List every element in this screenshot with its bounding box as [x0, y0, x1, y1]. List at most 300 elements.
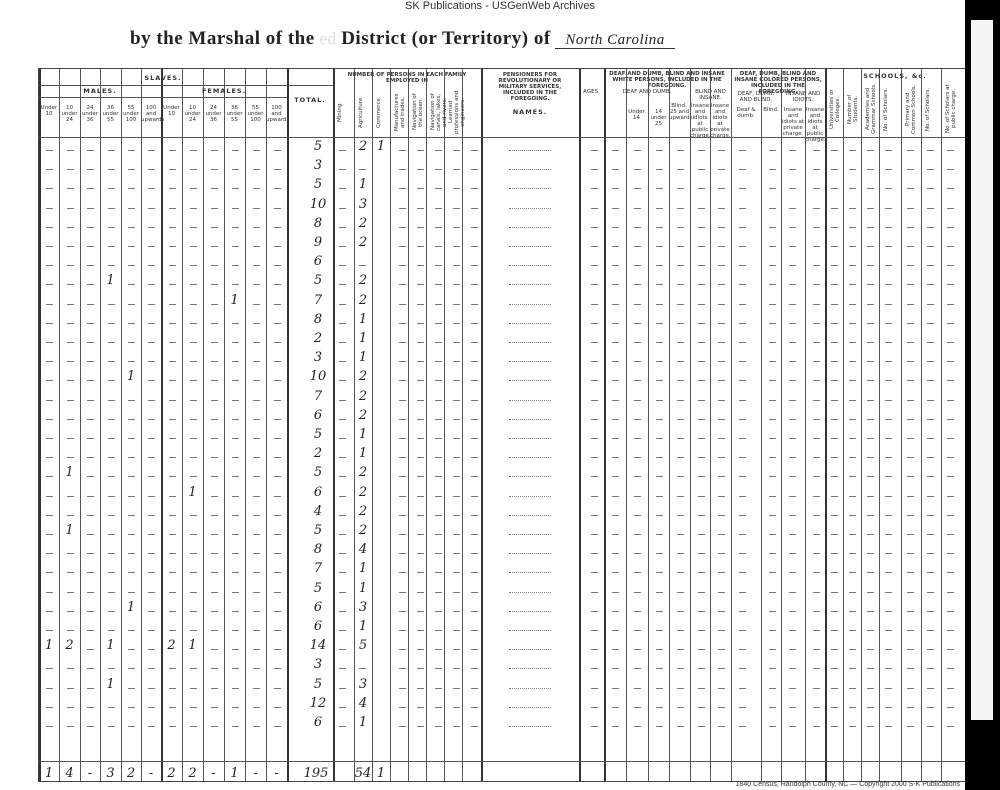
blank-dash [813, 342, 820, 343]
blank-dash [769, 400, 776, 401]
column-rule [941, 69, 942, 781]
employment-column-header: Navigation of the ocean. [412, 93, 424, 131]
agriculture-count: 1 [358, 446, 368, 462]
blank-dash [232, 265, 239, 266]
blank-dash [612, 649, 619, 650]
blank-dash [232, 611, 239, 612]
blank-dash [108, 496, 115, 497]
blank-dash [253, 188, 260, 189]
blank-dash [232, 380, 239, 381]
blank-dash [885, 668, 892, 669]
blank-dash [739, 649, 746, 650]
slave-age-header: 100 and upwards [266, 105, 290, 123]
blank-dash [789, 553, 796, 554]
employment-column-header: Navigation of canals, lakes, and rivers. [430, 93, 448, 131]
blank-dash [399, 284, 406, 285]
blank-dash [169, 534, 176, 535]
blank-dash [339, 534, 346, 535]
blank-dash [789, 438, 796, 439]
blank-dash [471, 265, 478, 266]
blank-dash [739, 284, 746, 285]
blank-dash [232, 284, 239, 285]
agriculture-count: 2 [358, 484, 368, 500]
blank-dash [849, 304, 856, 305]
blank-dash [831, 457, 838, 458]
blank-dash [867, 150, 874, 151]
family-total: 5 [313, 523, 323, 538]
blank-dash [232, 592, 239, 593]
blank-dash [417, 726, 424, 727]
blank-dash [190, 380, 197, 381]
blank-dash [46, 150, 53, 151]
blank-dash [232, 227, 239, 228]
blank-dash [591, 515, 598, 516]
blank-dash [232, 707, 239, 708]
blank-dash [907, 438, 914, 439]
blank-dash [612, 227, 619, 228]
blank-dash [677, 496, 684, 497]
blank-dash [677, 246, 684, 247]
blank-dash [698, 457, 705, 458]
agriculture-count: 3 [358, 196, 368, 212]
blank-dash [211, 611, 218, 612]
blank-dash [739, 169, 746, 170]
blank-dash [435, 496, 442, 497]
blank-dash [907, 688, 914, 689]
blank-dash [108, 265, 115, 266]
blank-dash [698, 688, 705, 689]
blank-dash [718, 380, 725, 381]
blank-dash [232, 323, 239, 324]
blank-dash [399, 688, 406, 689]
blank-dash [87, 150, 94, 151]
blank-dash [656, 227, 663, 228]
blank-dash [656, 515, 663, 516]
blank-dash [190, 457, 197, 458]
blank-dash [417, 284, 424, 285]
blank-dash [435, 592, 442, 593]
blank-dash [190, 572, 197, 573]
slave-age-header: Under 10 [163, 105, 180, 117]
blank-dash [885, 457, 892, 458]
blank-dash [435, 419, 442, 420]
blank-dash [927, 496, 934, 497]
blank-dash [67, 284, 74, 285]
blank-dash [591, 572, 598, 573]
blank-dash [67, 688, 74, 689]
blank-dash [46, 572, 53, 573]
blank-dash [947, 496, 954, 497]
blank-dash [813, 284, 820, 285]
blank-dash [947, 553, 954, 554]
blank-dash [947, 265, 954, 266]
colored-column-header: Deaf & dumb. [736, 107, 756, 119]
blank-dash [867, 688, 874, 689]
blank-dash [339, 572, 346, 573]
blank-dash [698, 438, 705, 439]
blank-dash [453, 323, 460, 324]
header-rule [39, 85, 333, 86]
blank-dash [947, 726, 954, 727]
schools-heading: SCHOOLS, &c. [863, 72, 927, 80]
blank-dash [453, 438, 460, 439]
blank-dash [677, 323, 684, 324]
blank-dash [253, 284, 260, 285]
blank-dash [108, 208, 115, 209]
blank-dash [274, 188, 281, 189]
blank-dash [907, 342, 914, 343]
blank-dash [211, 457, 218, 458]
blank-dash [656, 150, 663, 151]
column-rule [182, 69, 183, 781]
blank-dash [591, 380, 598, 381]
blank-dash [190, 592, 197, 593]
column-rule [224, 69, 225, 781]
blank-dash [612, 688, 619, 689]
blank-dash [87, 419, 94, 420]
blank-dash [634, 649, 641, 650]
blank-dash [849, 380, 856, 381]
blank-dash [399, 611, 406, 612]
blank-dash [274, 476, 281, 477]
column-rule [781, 69, 782, 781]
blank-dash [253, 227, 260, 228]
blank-dash [453, 400, 460, 401]
blank-dash [509, 265, 551, 266]
column-rule [390, 69, 391, 781]
blank-dash [867, 342, 874, 343]
blank-dash [87, 592, 94, 593]
blank-dash [253, 400, 260, 401]
blank-dash [789, 668, 796, 669]
blank-dash [339, 169, 346, 170]
blank-dash [849, 496, 856, 497]
blank-dash [831, 726, 838, 727]
pensioners-heading: PENSIONERS FOR REVOLUTIONARY OR MILITARY SERVICES, INCLUDED IN THE FOREGOING. [498, 72, 562, 102]
blank-dash [612, 246, 619, 247]
blank-dash [108, 553, 115, 554]
blind-column-header: Insane and idiots at private charge. [710, 103, 731, 139]
blank-dash [211, 304, 218, 305]
blank-dash [769, 592, 776, 593]
column-rule [805, 69, 806, 781]
blank-dash [435, 572, 442, 573]
blank-dash [211, 227, 218, 228]
blank-dash [339, 304, 346, 305]
blank-dash [46, 438, 53, 439]
blank-dash [417, 380, 424, 381]
blank-dash [849, 400, 856, 401]
blank-dash [339, 592, 346, 593]
blank-dash [128, 572, 135, 573]
blank-dash [612, 476, 619, 477]
blank-dash [789, 707, 796, 708]
blank-dash [417, 419, 424, 420]
blank-dash [169, 400, 176, 401]
blank-dash [907, 208, 914, 209]
blind-column-header: Blind. [671, 103, 687, 109]
blank-dash [789, 572, 796, 573]
blank-dash [67, 188, 74, 189]
blank-dash [907, 361, 914, 362]
blank-dash [927, 688, 934, 689]
blank-dash [718, 150, 725, 151]
family-total: 7 [313, 292, 323, 308]
blank-dash [399, 150, 406, 151]
column-rule [121, 69, 122, 781]
slave-age-header: 24 under 36 [81, 105, 99, 123]
blank-dash [435, 726, 442, 727]
blank-dash [471, 188, 478, 189]
blank-dash [885, 150, 892, 151]
blank-dash [274, 361, 281, 362]
blank-dash [253, 630, 260, 631]
blank-dash [148, 438, 155, 439]
blank-dash [399, 380, 406, 381]
blank-dash [927, 630, 934, 631]
blank-dash [739, 227, 746, 228]
blank-dash [789, 284, 796, 285]
blank-dash [907, 553, 914, 554]
blank-dash [211, 630, 218, 631]
blank-dash [87, 246, 94, 247]
column-rule [161, 69, 163, 781]
blank-dash [339, 688, 346, 689]
blank-dash [698, 284, 705, 285]
blank-dash [274, 496, 281, 497]
blank-dash [108, 476, 115, 477]
blank-dash [399, 304, 406, 305]
blank-dash [509, 592, 551, 593]
family-total: 14 [309, 638, 327, 654]
blank-dash [927, 515, 934, 516]
blank-dash [169, 188, 176, 189]
column-rule [59, 69, 60, 781]
blank-dash [417, 457, 424, 458]
blank-dash [947, 688, 954, 689]
blank-dash [148, 265, 155, 266]
blank-dash [190, 419, 197, 420]
blank-dash [813, 304, 820, 305]
blank-dash [739, 323, 746, 324]
blank-dash [339, 361, 346, 362]
blank-dash [867, 304, 874, 305]
blank-dash [907, 246, 914, 247]
blank-dash [211, 150, 218, 151]
family-total: 3 [313, 350, 323, 366]
blank-dash [907, 592, 914, 593]
blank-dash [867, 707, 874, 708]
blank-dash [612, 361, 619, 362]
blank-dash [947, 342, 954, 343]
blank-dash [813, 457, 820, 458]
blank-dash [885, 592, 892, 593]
header-district: District (or Territory) of [341, 28, 551, 49]
blank-dash [927, 400, 934, 401]
blank-dash [634, 515, 641, 516]
blank-dash [169, 419, 176, 420]
blank-dash [612, 668, 619, 669]
blank-dash [718, 438, 725, 439]
slave-total: 4 [65, 766, 74, 781]
blank-dash [169, 515, 176, 516]
blank-dash [417, 496, 424, 497]
blank-dash [927, 572, 934, 573]
blank-dash [211, 572, 218, 573]
blank-dash [46, 726, 53, 727]
blank-dash [591, 227, 598, 228]
blank-dash [789, 150, 796, 151]
blank-dash [947, 438, 954, 439]
blank-dash [656, 284, 663, 285]
blank-dash [148, 246, 155, 247]
blank-dash [718, 361, 725, 362]
blank-dash [612, 150, 619, 151]
blank-dash [867, 169, 874, 170]
blank-dash [612, 572, 619, 573]
blank-dash [849, 553, 856, 554]
blank-dash [612, 265, 619, 266]
blank-dash [813, 380, 820, 381]
blank-dash [108, 592, 115, 593]
slave-age-header: 55 under 100 [122, 105, 140, 123]
blank-dash [453, 304, 460, 305]
blank-dash [108, 419, 115, 420]
blank-dash [718, 419, 725, 420]
blank-dash [907, 169, 914, 170]
agriculture-count: 2 [358, 215, 368, 231]
blank-dash [253, 438, 260, 439]
family-total: 8 [313, 542, 323, 558]
blank-dash [190, 476, 197, 477]
blank-dash [471, 323, 478, 324]
blank-dash [46, 169, 53, 170]
blank-dash [67, 400, 74, 401]
blank-dash [169, 707, 176, 708]
blank-dash [67, 611, 74, 612]
blank-dash [789, 611, 796, 612]
blank-dash [591, 188, 598, 189]
blank-dash [789, 323, 796, 324]
blank-dash [435, 342, 442, 343]
blank-dash [274, 515, 281, 516]
blank-dash [831, 323, 838, 324]
family-total: 2 [313, 446, 323, 462]
agriculture-count: 1 [358, 177, 368, 193]
blank-dash [591, 553, 598, 554]
blank-dash [274, 304, 281, 305]
blank-dash [232, 572, 239, 573]
blank-dash [46, 246, 53, 247]
blank-dash [46, 188, 53, 189]
blank-dash [148, 150, 155, 151]
blank-dash [211, 496, 218, 497]
blank-dash [739, 496, 746, 497]
blank-dash [67, 668, 74, 669]
blank-dash [634, 419, 641, 420]
blank-dash [927, 208, 934, 209]
blank-dash [849, 649, 856, 650]
family-total: 6 [313, 619, 323, 634]
blank-dash [128, 342, 135, 343]
blank-dash [399, 515, 406, 516]
blank-dash [190, 208, 197, 209]
blank-dash [656, 726, 663, 727]
blank-dash [867, 227, 874, 228]
blank-dash [435, 361, 442, 362]
blank-dash [739, 592, 746, 593]
blank-dash [867, 265, 874, 266]
blank-dash [677, 630, 684, 631]
blank-dash [509, 380, 551, 381]
blank-dash [509, 534, 551, 535]
blank-dash [471, 227, 478, 228]
slave-count: 1 [230, 292, 239, 308]
agriculture-count: 1 [358, 561, 368, 577]
blank-dash [453, 361, 460, 362]
agriculture-count: 1 [358, 350, 368, 366]
blank-dash [471, 534, 478, 535]
blank-dash [87, 208, 94, 209]
blank-dash [67, 323, 74, 324]
blank-dash [417, 208, 424, 209]
blank-dash [789, 227, 796, 228]
blank-dash [927, 611, 934, 612]
blank-dash [417, 323, 424, 324]
blank-dash [789, 342, 796, 343]
blank-dash [947, 284, 954, 285]
blank-dash [169, 304, 176, 305]
blank-dash [634, 188, 641, 189]
source-credit: SK Publications - USGenWeb Archives [405, 0, 595, 12]
blank-dash [634, 246, 641, 247]
blank-dash [339, 342, 346, 343]
slave-count: 1 [106, 638, 115, 654]
blank-dash [927, 342, 934, 343]
blank-dash [867, 208, 874, 209]
blank-dash [849, 188, 856, 189]
blank-dash [612, 169, 619, 170]
school-column-header: Primary and Common Schools. [905, 84, 917, 134]
blank-dash [232, 649, 239, 650]
blank-dash [739, 380, 746, 381]
blank-dash [339, 265, 346, 266]
blank-dash [739, 572, 746, 573]
blank-dash [656, 553, 663, 554]
blank-dash [591, 630, 598, 631]
blank-dash [698, 419, 705, 420]
employment-column-header: Manufactures and trades. [394, 93, 406, 131]
family-total: 3 [313, 657, 323, 673]
family-total: 10 [309, 196, 327, 212]
blank-dash [718, 515, 725, 516]
blank-dash [417, 227, 424, 228]
blank-dash [656, 457, 663, 458]
blank-dash [769, 304, 776, 305]
blank-dash [274, 611, 281, 612]
blank-dash [947, 208, 954, 209]
blank-dash [612, 400, 619, 401]
column-rule [731, 69, 732, 781]
slave-age-header: 10 under 24 [184, 105, 201, 123]
blank-dash [634, 304, 641, 305]
blank-dash [87, 515, 94, 516]
agriculture-count: 1 [358, 580, 368, 596]
blank-dash [67, 361, 74, 362]
blank-dash [591, 668, 598, 669]
blank-dash [339, 323, 346, 324]
blank-dash [813, 169, 820, 170]
